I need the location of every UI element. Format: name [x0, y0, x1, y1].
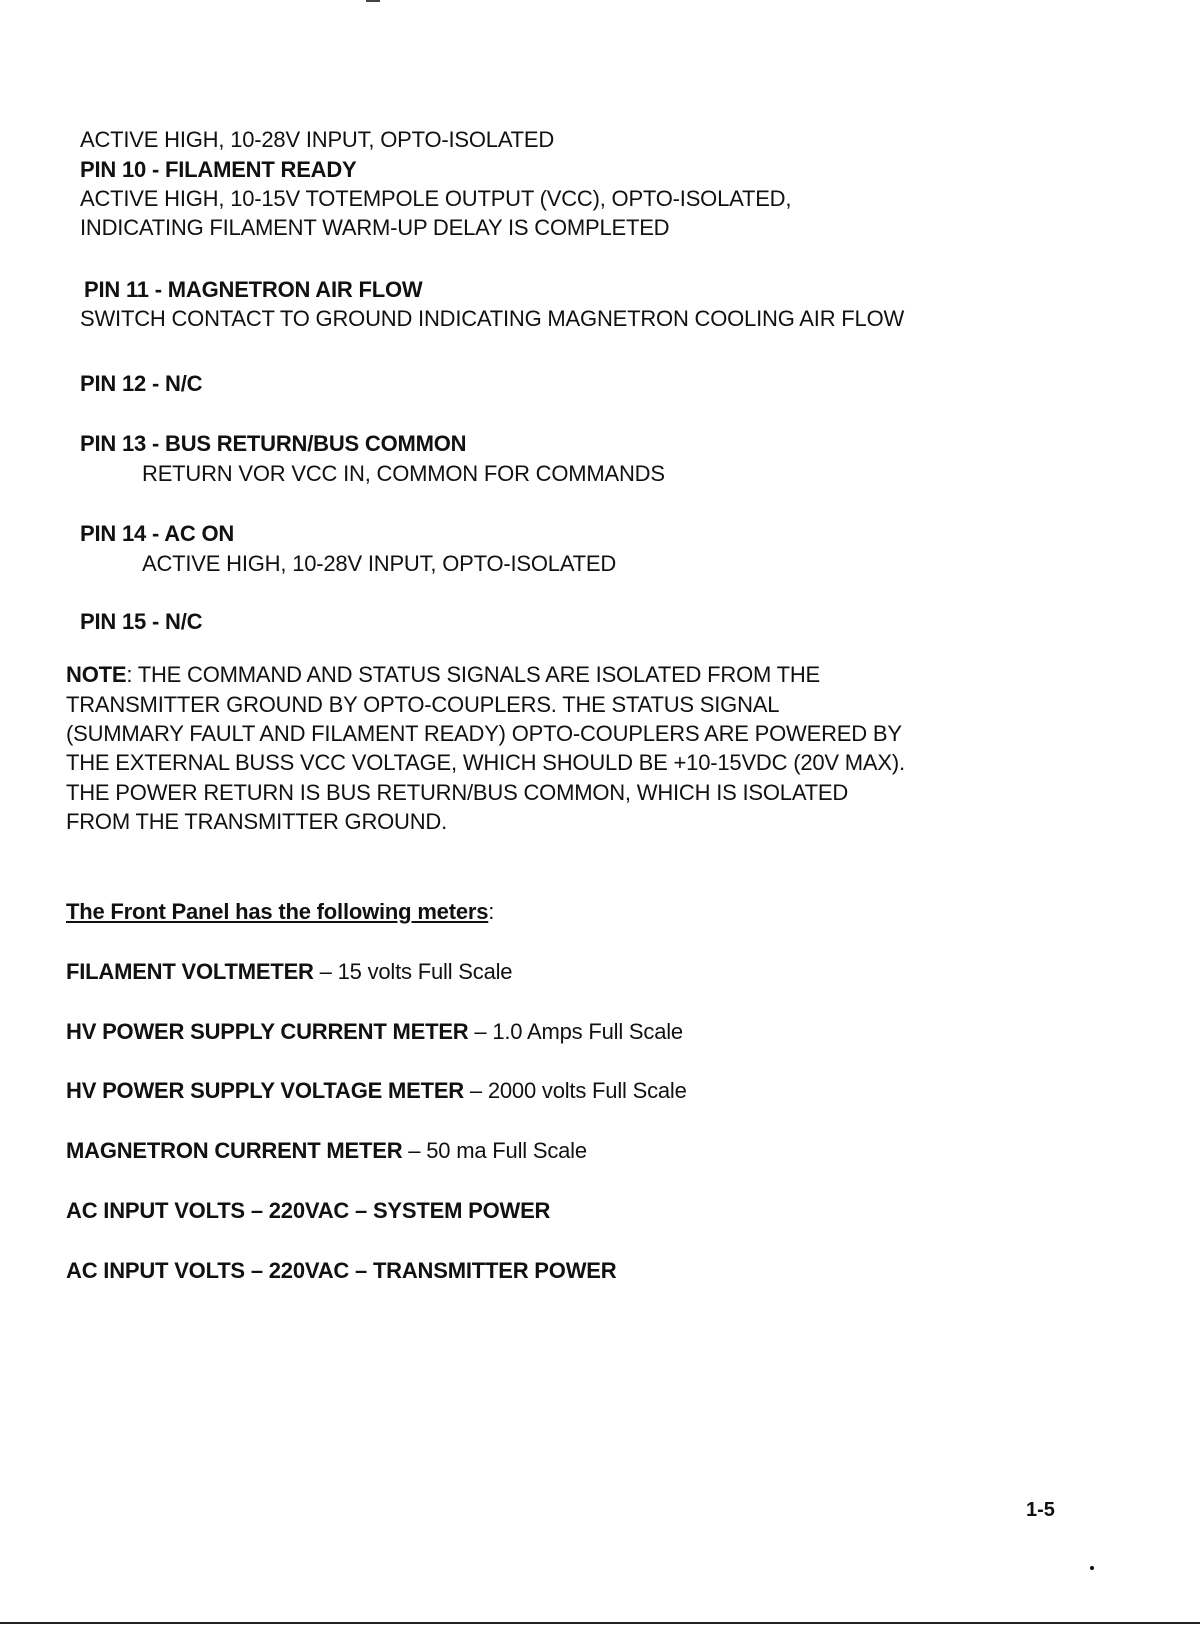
note-label: NOTE — [66, 662, 127, 687]
pin14-description: ACTIVE HIGH, 10-28V INPUT, OPTO-ISOLATED — [142, 551, 617, 576]
scan-mark — [366, 0, 380, 2]
meters-heading — [66, 898, 494, 926]
meter-4-label: MAGNETRON CURRENT METER — [66, 1138, 403, 1163]
pin14-heading: PIN 14 - AC ON — [80, 521, 235, 546]
page-number: 1-5 — [1026, 1499, 1055, 1521]
pin11-description: SWITCH CONTACT TO GROUND INDICATING MAGNETRON COOLING AIR FLOW — [80, 306, 905, 331]
meter-ac-system-power: AC INPUT VOLTS – 220VAC – SYSTEM POWER — [66, 1198, 551, 1223]
note-line-3: (SUMMARY FAULT AND FILAMENT READY) OPTO-COUPLERS ARE POWERED BY — [66, 721, 902, 746]
bottom-rule — [0, 1622, 1200, 1624]
meter-filament-voltmeter — [66, 958, 512, 986]
meter-magnetron-current — [66, 1137, 587, 1165]
meters-heading-colon: : — [488, 899, 495, 924]
note-line-6: FROM THE TRANSMITTER GROUND. — [66, 809, 448, 834]
meter-1-label: FILAMENT VOLTMETER — [66, 959, 314, 984]
note-text-1: : THE COMMAND AND STATUS SIGNALS ARE ISOLATED FROM THE — [126, 662, 821, 687]
meter-2-label: HV POWER SUPPLY CURRENT METER — [66, 1019, 469, 1044]
meter-hv-current — [66, 1018, 683, 1046]
meter-hv-voltage — [66, 1077, 687, 1105]
note-line-2: TRANSMITTER GROUND BY OPTO-COUPLERS. THE STATUS SIGNAL — [66, 692, 780, 717]
meter-3-label: HV POWER SUPPLY VOLTAGE METER — [66, 1078, 464, 1103]
meters-heading-text: The Front Panel has the following meters — [66, 899, 489, 924]
pin10-heading: PIN 10 - FILAMENT READY — [80, 157, 357, 182]
pin15-heading: PIN 15 - N/C — [80, 609, 203, 634]
meter-ac-transmitter-power: AC INPUT VOLTS – 220VAC – TRANSMITTER POWER — [66, 1258, 617, 1283]
pin11-heading: PIN 11 - MAGNETRON AIR FLOW — [84, 277, 423, 302]
meter-3-value: – 2000 volts Full Scale — [464, 1078, 687, 1103]
pin10-description-2: INDICATING FILAMENT WARM-UP DELAY IS COMPLETED — [80, 215, 670, 240]
pin13-heading: PIN 13 - BUS RETURN/BUS COMMON — [80, 431, 467, 456]
meter-4-value: – 50 ma Full Scale — [402, 1138, 587, 1163]
meter-1-value: – 15 volts Full Scale — [313, 959, 513, 984]
scan-speck — [1090, 1566, 1094, 1570]
pin9-description: ACTIVE HIGH, 10-28V INPUT, OPTO-ISOLATED — [80, 127, 555, 152]
note-line-1 — [66, 661, 820, 689]
pin10-description-1: ACTIVE HIGH, 10-15V TOTEMPOLE OUTPUT (VCC), OPTO-ISOLATED, — [80, 186, 792, 211]
note-line-4: THE EXTERNAL BUSS VCC VOLTAGE, WHICH SHOULD BE +10-15VDC (20V MAX). — [66, 750, 905, 775]
meter-2-value: – 1.0 Amps Full Scale — [468, 1019, 683, 1044]
pin12-heading: PIN 12 - N/C — [80, 371, 203, 396]
pin13-description: RETURN VOR VCC IN, COMMON FOR COMMANDS — [142, 461, 665, 486]
note-line-5: THE POWER RETURN IS BUS RETURN/BUS COMMON, WHICH IS ISOLATED — [66, 780, 849, 805]
